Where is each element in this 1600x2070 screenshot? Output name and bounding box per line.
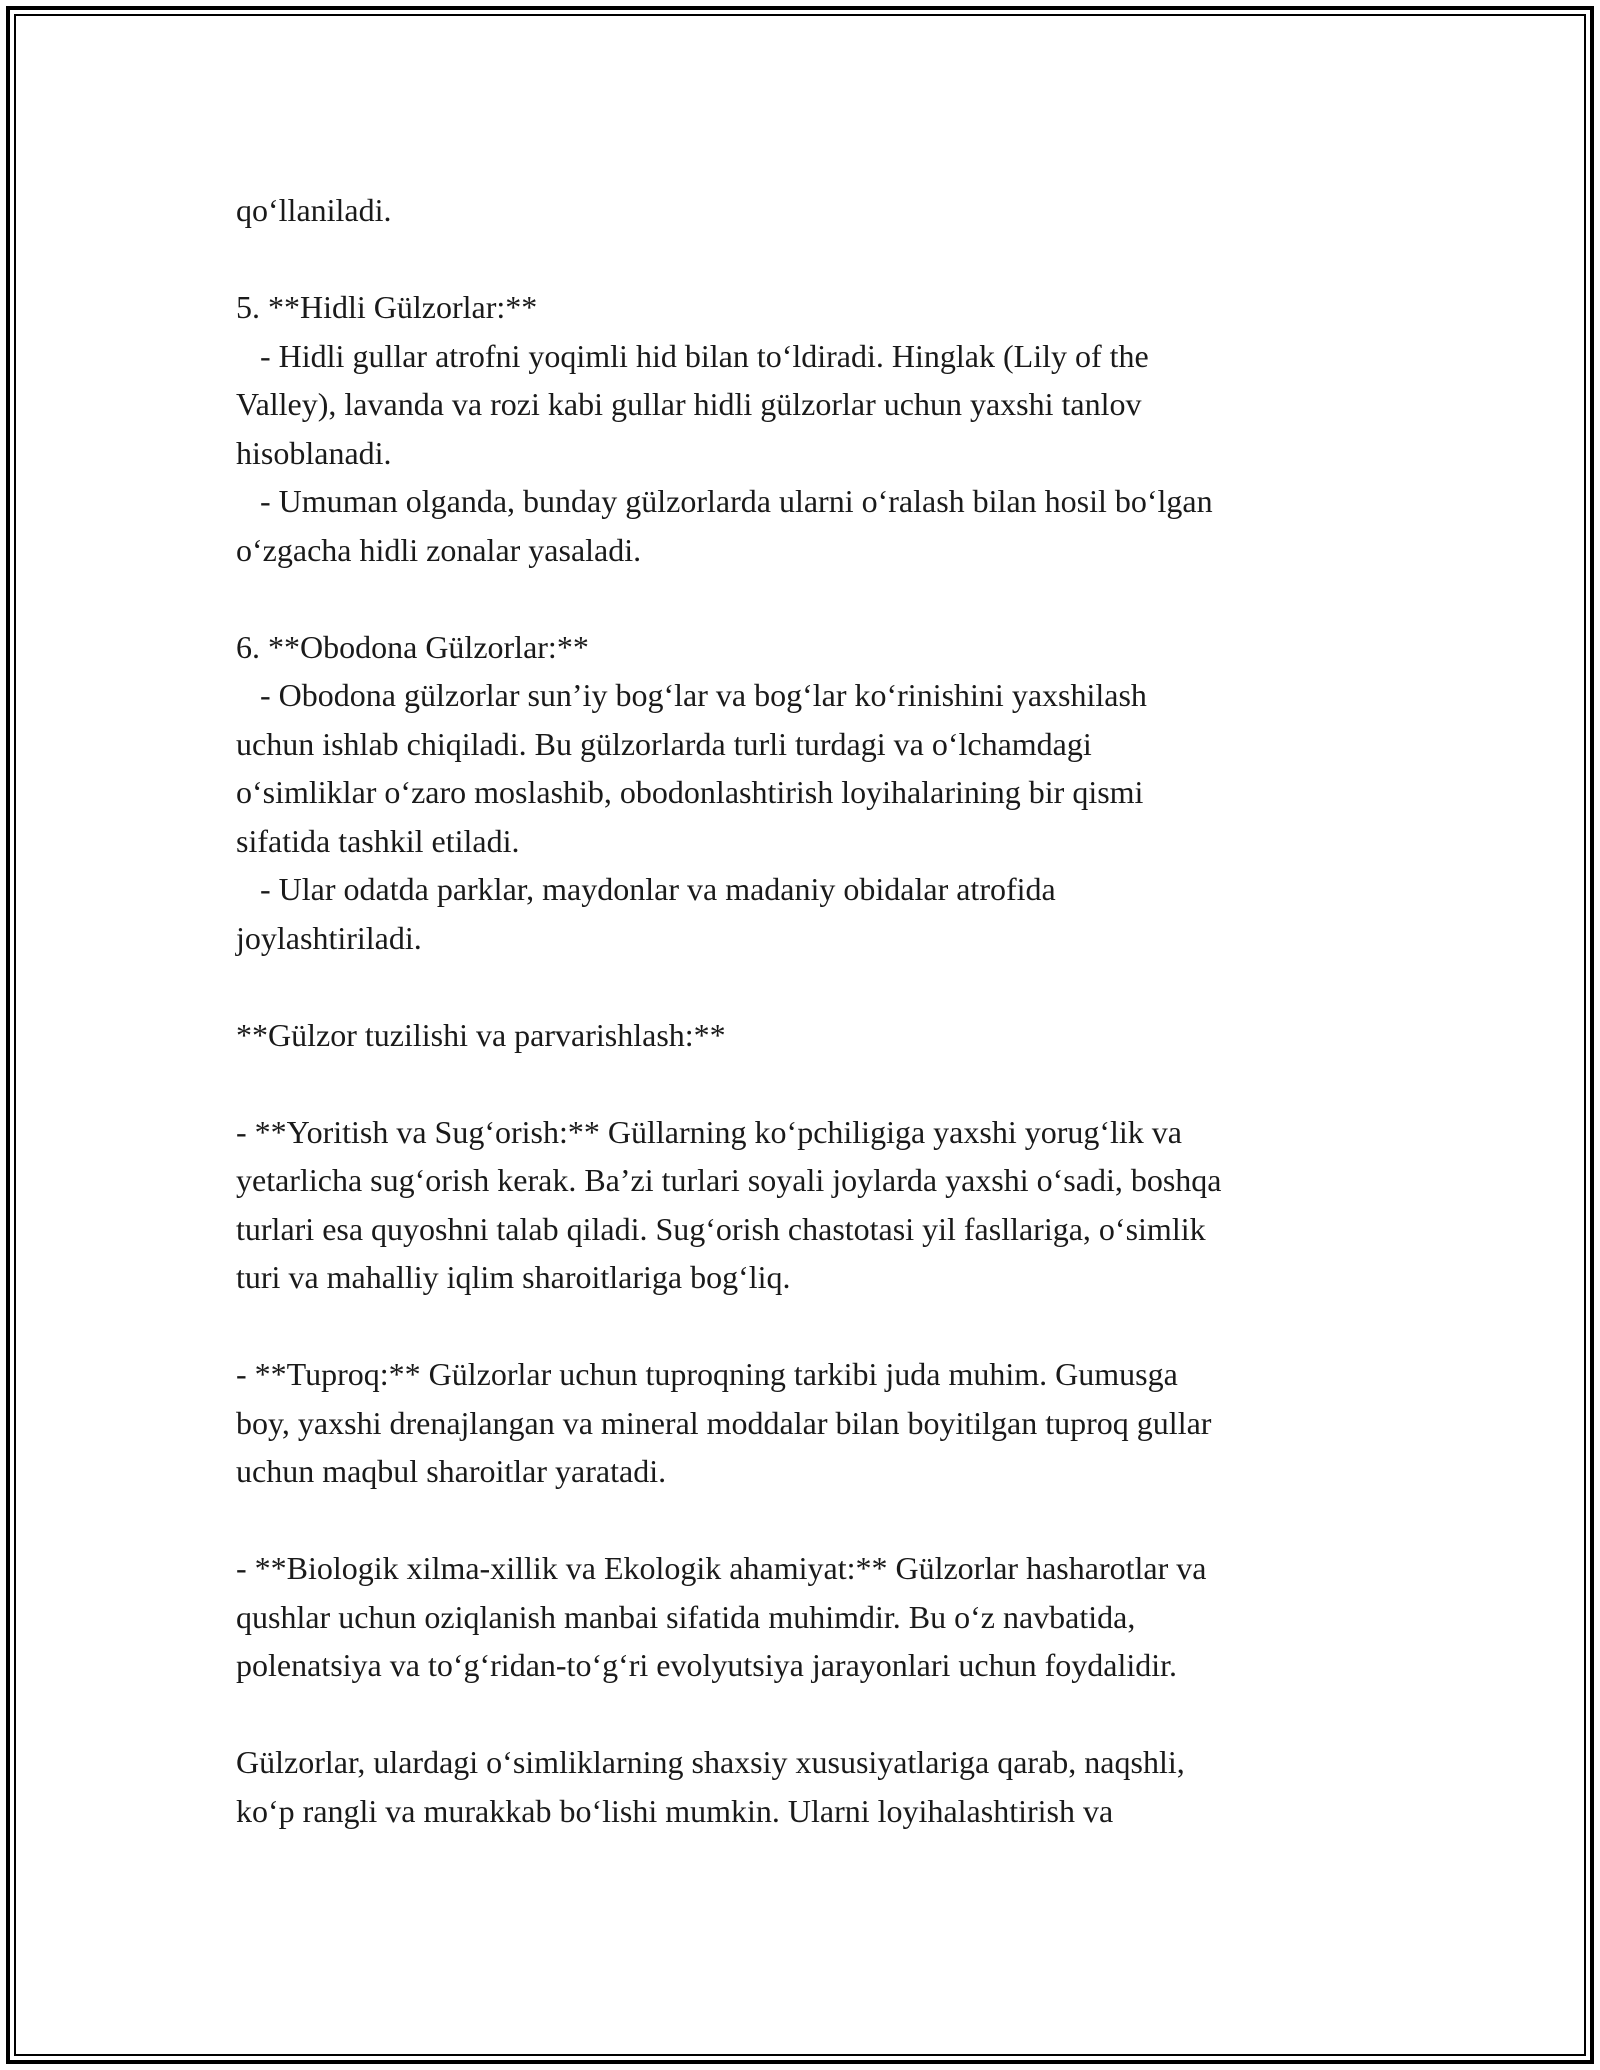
blank-line <box>236 1496 1416 1545</box>
document-body <box>236 186 1416 1835</box>
blank-line <box>236 962 1416 1011</box>
text-line: - **Tuproq:** Gülzorlar uchun tuproqning tarkibi juda muhim. Gumusga <box>236 1356 1178 1392</box>
text-line: uchun ishlab chiqiladi. Bu gülzorlarda turli turdagi va o‘lchamdagi <box>236 725 1092 762</box>
text-line: - **Biologik xilma-xillik va Ekologik ahamiyat:** Gülzorlar hasharotlar va <box>236 1550 1207 1586</box>
text-line: o‘zgacha hidli zonalar yasaladi. <box>236 531 642 568</box>
section-heading: 5. **Hidli Gülzorlar:** <box>236 289 538 325</box>
blank-line <box>236 1059 1416 1108</box>
text-line: - **Yoritish va Sug‘orish:** Güllarning ko‘pchiligiga yaxshi yorug‘lik va <box>236 1113 1182 1150</box>
text-line: qushlar uchun oziqlanish manbai sifatida muhimdir. Bu o‘z navbatida, <box>236 1598 1136 1635</box>
text-line: Gülzorlar, ulardagi o‘simliklarning shaxsiy xususiyatlariga qarab, naqshli, <box>236 1744 1185 1780</box>
text-line: ko‘p rangli va murakkab bo‘lishi mumkin. Ularni loyihalashtirish va <box>236 1792 1114 1829</box>
text-line: - Hidli gullar atrofni yoqimli hid bilan to‘ldiradi. Hinglak (Lily of the <box>236 337 1149 374</box>
text-line: turi va mahalliy iqlim sharoitlariga bog‘liq. <box>236 1259 791 1295</box>
text-line: uchun maqbul sharoitlar yaratadi. <box>236 1453 667 1489</box>
section-heading: **Gülzor tuzilishi va parvarishlash:** <box>236 1016 726 1053</box>
text-line: sifatida tashkil etiladi. <box>236 822 520 859</box>
text-line: Valley), lavanda va rozi kabi gullar hidli gülzorlar uchun yaxshi tanlov <box>236 386 1142 422</box>
text-line: hisoblanadi. <box>236 434 392 471</box>
text-line: boy, yaxshi drenajlangan va mineral moddalar bilan boyitilgan tuproq gullar <box>236 1404 1212 1441</box>
blank-line <box>236 1690 1416 1739</box>
text-line: polenatsiya va to‘g‘ridan-to‘g‘ri evolyutsiya jarayonlari uchun foydalidir. <box>236 1647 1178 1683</box>
text-line: - Ular odatda parklar, maydonlar va madaniy obidalar atrofida <box>236 871 1056 907</box>
blank-line <box>236 235 1416 284</box>
section-heading: 6. **Obodona Gülzorlar:** <box>236 628 589 665</box>
text-line: - Obodona gülzorlar sun’iy bog‘lar va bog‘lar ko‘rinishini yaxshilash <box>236 677 1147 713</box>
text-line: joylashtiriladi. <box>236 919 422 956</box>
blank-line <box>236 574 1416 623</box>
text-line: - Umuman olganda, bunday gülzorlarda ularni o‘ralash bilan hosil bo‘lgan <box>236 483 1213 519</box>
blank-line <box>236 1302 1416 1351</box>
text-line: turlari esa quyoshni talab qiladi. Sug‘orish chastotasi yil fasllariga, o‘simlik <box>236 1210 1206 1247</box>
text-line: qo‘llaniladi. <box>236 192 392 228</box>
text-line: o‘simliklar o‘zaro moslashib, obodonlashtirish loyihalarining bir qismi <box>236 774 1144 810</box>
text-line: yetarlicha sug‘orish kerak. Ba’zi turlari soyali joylarda yaxshi o‘sadi, boshqa <box>236 1162 1222 1198</box>
